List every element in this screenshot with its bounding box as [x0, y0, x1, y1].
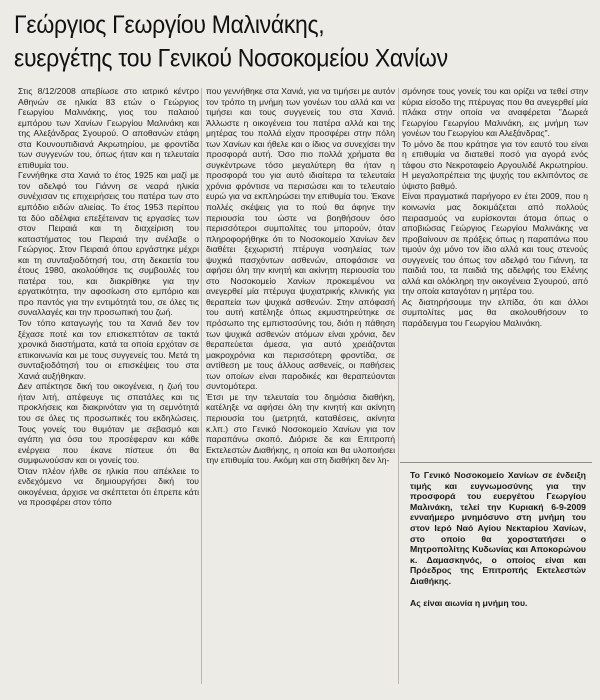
announcement-top-rule [400, 462, 592, 463]
column-divider-2 [398, 88, 399, 684]
paragraph: Ας διατηρήσουμε την ελπίδα, ότι και άλλοι συμπολίτες μας θα ακολουθήσουν το παράδειγμα του Γεωργίου Μαλινάκη. [402, 296, 588, 329]
article-column-3 [402, 86, 588, 329]
article-column-1 [18, 86, 199, 508]
article-headline [14, 8, 590, 75]
announcement-text: Το Γενικό Νοσοκομείο Χανίων σε ένδειξη τιμής και ευγνωμοσύνης για την προσφορά του ευεργέτου Γεωργίου Μαλινάκη, τελεί την Κυριακή 6-9-2009 ενναήμερο μνημόσυνο στη μνήμη του στον Ιερό Ναό Αγίου Νεκταρίου Χανίων, στο οποίο θα χοροστατήσει ο Μητροπολίτης Κυδωνίας και Αποκορώνου κ. Δαμασκηνός, ο οποίος είναι και Πρόεδρος της Επιτροπής Εκτελεστών Διαθήκης. [410, 470, 586, 586]
paragraph: Όταν πλέον ήλθε σε ηλικία που απέκλειε το ενδεχόμενο να δημιουργήσει δική του οικογένεια, άρχισε να σκέπτεται ότι έπρεπε κάτι να προσφέρει στον τόπο [18, 465, 199, 508]
paragraph: Δεν απέκτησε δική του οικογένεια, η ζωή του ήταν λιτή, απέφευγε τις σπατάλες και τις προκλήσεις και διακρινόταν για τη σεμνότητά του σε όλες τις προσωπικές του εκδηλώσεις. Τους γονείς του θυμόταν με σεβασμό και αγάπη για όσα του προσέφεραν και κάθε ενέργεια που έκανε πίστευε ότι θα συμφωνούσαν και οι γονείς του. [18, 381, 199, 466]
paragraph: Είναι πραγματικά παρήγορο εν έτει 2009, που η κοινωνία μας δοκιμάζεται από πολλούς πειρασμούς να ευρίσκονται άτομα όπως ο αποβιώσας Γεώργιος Γεωργίου Μαλινάκης να προβαίνουν σε πράξεις όπως η παραπάνω που τιμούν όχι μόνο τον ίδιο αλλά και τους στενούς συγγενείς του όπως τον αδελφό του Γιάννη, τα παιδιά του, τα παιδιά της αδελφής του Ελένης αλλά και ολόκληρη την οικογένεια Σγουρού, από την οποία καταγόταν η μητέρα του. [402, 191, 588, 297]
headline-line-2: ευεργέτης του Γενικού Νοσοκομείου Χανίων [14, 43, 448, 72]
closing-line: Ας είναι αιωνία η μνήμη του. [410, 597, 528, 608]
paragraph: Στις 8/12/2008 απεβίωσε στο ιατρικό κέντρο Αθηνών σε ηλικία 83 ετών ο Γεώργιος Γεωργίου Μαλινάκης, γιος του παλαιού εμπόρου των Χανίων Γεωργίου Μαλινάκη και της Αλεξάνδρας Σγουρού. Ο αποθανών ετάφη στα Κουνουπιδιανά Ακρωτηρίου, με φροντίδα των συγγενών του, όπως ήταν και η τελευταία επιθυμία του. [18, 86, 199, 170]
paragraph: Έτσι με την τελευταία του δημόσια διαθήκη, κατέληξε να αφήσει όλη την κινητή και ακίνητη περιουσία του (μετρητά, καταθέσεις, ακίνητα κ.λπ.) στο Γενικό Νοσοκομείο Χανίων για τον παραπάνω σκοπό. Διόρισε δε και Επιτροπή Εκτελεστών Διαθήκης, η οποία και θα υλοποιήσει την επιθυμία του. Ακόμη και στη διαθήκη δεν λη- [206, 391, 395, 466]
memorial-announcement [410, 470, 586, 608]
headline-line-1: Γεώργιος Γεωργίου Μαλινάκης, [14, 10, 325, 39]
article-column-2 [206, 86, 395, 466]
paragraph: Γεννήθηκε στα Χανιά το έτος 1925 και μαζί με τον αδελφό του Γιάννη σε νεαρά ηλικία συνέχισαν τις επιχειρήσεις του πατέρα των στο εμπόδιο ειδών αλιείας. Το έτος 1953 περίπου τα δύο αδέλφια επεξέτειναν τις εργασίες των στον Πειραιά και τη διαχείριση του καταστήματος του Πειραιά την ανέλαβε ο Γεώργιος. Στον Πειραιά όπου εργάστηκε μέχρι και τη συνταξιοδότησή του, στη δεκαετία του έτους 1980, ακολούθησε τις συμβουλές του πατέρα του, και διακρίθηκε για την εργατικότητα, την αφοσίωση στο εμπόριο και προ παντός για την εντιμότητά του, σε όλες τις συναλλαγές και την προσωπική του ζωή. [18, 170, 199, 318]
paragraph: Τον τόπο καταγωγής του τα Χανιά δεν τον ξέχασε ποτέ και τον επισκεπτόταν σε τακτά χρονικά διαστήματα, κατά τα οποία ερχόταν σε επικοινωνία και με τους συγγενείς του. Μετά τη συνταξιοδότησή του οι επισκέψεις του στα Χανιά αυξήθηκαν. [18, 318, 199, 381]
column-divider-1 [201, 88, 202, 684]
paragraph: σμόνησε τους γονείς του και ορίζει να τεθεί στην κύρια είσοδο της πτέρυγας που θα ανεγερθεί μία πλάκα στην οποία να αναφέρεται "Δωρεά Γεωργίου Γεωργίου Μαλινάκη, εις μνήμη των γονέων του Γεωργίου και Αλεξάνδρας". [402, 86, 588, 139]
paragraph: Το μόνο δε που κράτησε για τον εαυτό του είναι η επιθυμία να διατεθεί ποσό για αγορά ενός τάφου στο Νεκροταφείο Αργουλιδέ Ακρωτηρίου. Η μεγαλοπρέπεια της ψυχής του εκλιπόντος σε ύψιστο βαθμό. [402, 138, 588, 191]
paragraph: που γεννήθηκε στα Χανιά, για να τιμήσει με αυτόν τον τρόπο τη μνήμη των γονέων του αλλά και να τιμήσει και τους συγγενείς του στα Χανιά. Άλλωστε η οικογένεια του πατέρα αλλά και της μητέρας του πολλά είχαν προσφέρει στην πόλη των Χανίων και ήθελε και ο ίδιος να συνεχίσει την προσφορά αυτή. Όσο πιο πολλά χρήματα θα συγκέντρωνε τόσο μεγαλύτερη θα ήταν η προσφορά του για αυτό ιδιαίτερα τα τελευταία χρόνια φρόντισε να περισώσει και το τελευταίο ευρώ για να εκπληρώσει την επιθυμία του. Έκανε πολλές σκέψεις για το πού θα άφηνε την περιουσία του ώστε να βοηθήσουν όσο περισσότεροι συμπολίτες του μπορούν, όταν πληροφορήθηκε ότι το Νοσοκομείο Χανίων δεν διαθέτει ξεχωριστή πτέρυγα νοσηλείας των ψυχικά πασχόντων ασθενών, αποφάσισε να αφήσει όλη την κινητή και ακίνητη περιουσία του στο Νοσοκομείο Χανίων προκειμένου να ανεγερθεί μία πτέρυγα ψυχιατρικής κλινικής για θεραπεία των ψυχικά ασθενών. Στην απόφασή του αυτή κατέληξε όπως εκμυστηρεύτηκε σε πρόσωπο της εμπιστοσύνης του, διότι η πάθηση των ψυχικά ασθενών ατόμων είναι χρόνια, δεν θεραπεύεται άμεσα, για αυτό χρειάζονται μακροχρόνια και περισσότερη φροντίδα, σε αντίθεση με τους άλλους ασθενείς, οι παθήσεις των οποίων είναι παροδικές και θεραπεύονται συντομότερα. [206, 86, 395, 392]
